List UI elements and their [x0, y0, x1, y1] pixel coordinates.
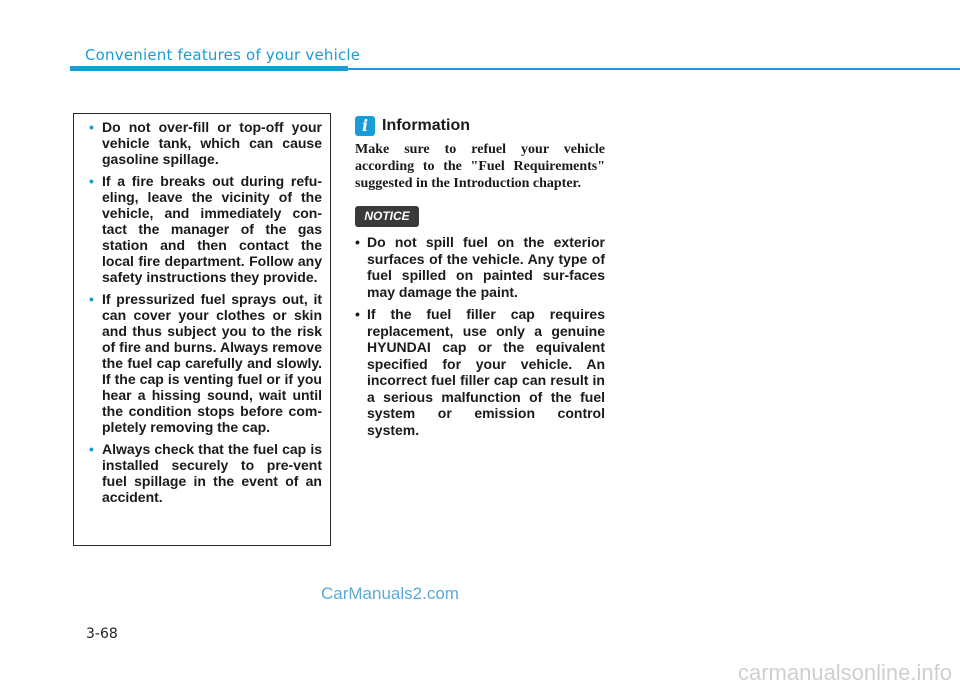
- header-rule-accent: [70, 66, 348, 71]
- bullet-icon: •: [355, 306, 360, 322]
- watermark-site: carmanualsonline.info: [737, 660, 952, 685]
- warning-item: • Do not over-fill or top-off your vehicle tank, which can cause gasoline spillage.: [89, 119, 322, 167]
- notice-list: [355, 234, 605, 444]
- warning-item: • Always check that the fuel cap is installed securely to pre-vent fuel spillage in the event of an accident.: [89, 441, 322, 505]
- watermark-link[interactable]: CarManuals2.com: [321, 584, 459, 603]
- warning-item: • If pressurized fuel sprays out, it can cover your clothes or skin and thus subject you to the risk of fire and burns. Always remove the fuel cap carefully and slowly. If the cap is venting fuel or if you hear a hissing sound, wait until the condition stops before com-pletely removing the cap.: [89, 291, 322, 435]
- bullet-icon: •: [89, 173, 94, 189]
- notice-item: • If the fuel filler cap requires replacement, use only a genuine HYUNDAI cap or the equivalent specified for your vehicle. An incorrect fuel filler cap can result in a serious malfunction of the fuel system or emission control system.: [355, 306, 605, 438]
- bullet-icon: •: [89, 119, 94, 135]
- information-icon: i: [355, 116, 375, 136]
- header-rule: [348, 68, 960, 70]
- section-title: Convenient features of your vehicle: [85, 46, 361, 64]
- notice-badge: NOTICE: [355, 206, 419, 227]
- warning-list: [88, 119, 322, 505]
- notice-item: • Do not spill fuel on the exterior surfaces of the vehicle. Any type of fuel spilled on painted sur-faces may damage the paint.: [355, 234, 605, 300]
- information-body: Make sure to refuel your vehicle according to the "Fuel Requirements" suggested in the Introduction chapter.: [355, 142, 605, 191]
- bullet-icon: •: [355, 234, 360, 250]
- warning-box: [73, 113, 331, 546]
- bullet-icon: •: [89, 441, 94, 457]
- page-number: 3-68: [86, 626, 118, 642]
- warning-item: • If a fire breaks out during refu-eling, leave the vicinity of the vehicle, and immediately con-tact the manager of the gas station and then contact the local fire department. Follow any safety instructions they provide.: [89, 173, 322, 285]
- bullet-icon: •: [89, 291, 94, 307]
- information-heading: Information: [382, 117, 470, 134]
